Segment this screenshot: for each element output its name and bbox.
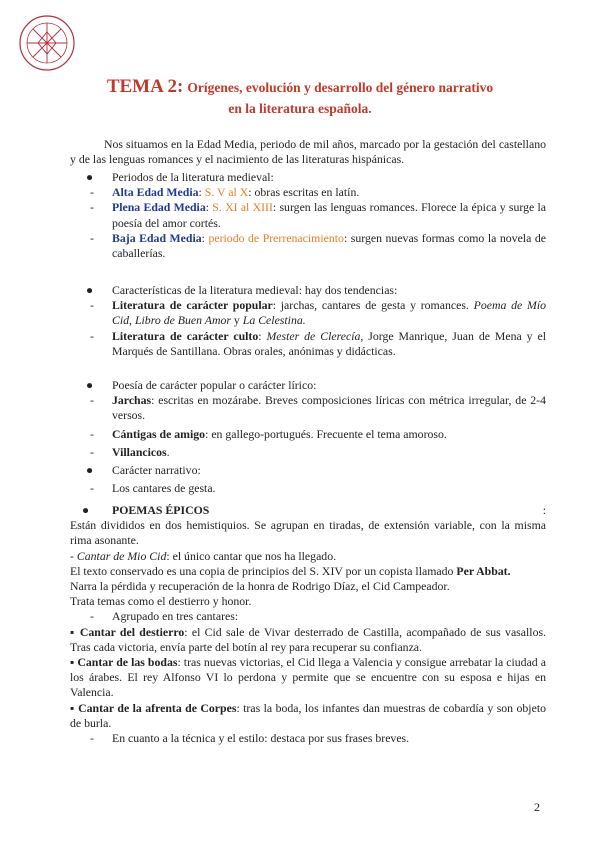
epicos-section: ● POEMAS ÉPICOS : Están divididos en dos hemistiquios. Se agrupan en tiradas, de extensión variable, con la misma rima asonante. - Cantar de Mio Cid: el único cantar que nos ha llegado. El texto conservado es una copia de principios del S. XIV por un copista llamado Per Abbat. Narra la pérdida y recuperación de la honra de Rodrigo Díaz, el Cid Campeador. Trata temas como el destierro y honor. - Agrupado en tres cantares: ▪ Cantar del destierro: el Cid sale de Vivar desterrado de Castilla, acompañado de sus vasallos. Tras cada victoria, envía parte del botín al rey para recuperar su confianza. ▪ Cantar de las bodas: tras nuevas victorias, el Cid llega a Valencia y consigue arrebatar la ciudad a los árabes. El rey Alfonso VI lo perdona y permite que se encuentre con su esposa e hijas en Valencia. ▪ Cantar de la afrenta de Corpes: tras la boda, los infantes dan muestras de cobardía y son objeto de burla. - En cuanto a la técnica y el estilo: destaca por sus frases breves.: [70, 503, 547, 746]
page-number: 2: [534, 800, 540, 814]
lirica-villancicos: - Villancicos.: [90, 444, 170, 459]
period-baja: - Baja Edad Media: periodo de Prerrenacimiento: surgen nuevas formas como la novela de caballerías.: [90, 230, 546, 261]
period-plena: - Plena Edad Media: S. XI al XIII: surgen las lenguas romances. Florece la épica y surge la poesía del amor cortés.: [90, 200, 547, 230]
title-tema: TEMA 2:: [106, 76, 184, 97]
cantar-bodas: ▪ Cantar de las bodas: tras nuevas victorias, el Cid llega a Valencia y consigue arrebatar la ciudad a los árabes. El rey Alfonso VI lo perdona y permite que se encuentre con su esposa e hijas en Valencia.: [70, 655, 547, 700]
page-title: [0, 76, 600, 119]
title-line2: en la literatura española.: [228, 101, 372, 116]
tendencia-popular: - Literatura de carácter popular: jarchas, cantares de gesta y romances. Poema de Mío Cid, Libro de Buen Amor y La Celestina.: [90, 298, 546, 328]
lirica-jarchas: - Jarchas: escritas en mozárabe. Breves composiciones líricas con métrica irregular, de 2-4 versos.: [90, 393, 546, 423]
intro-paragraph: Nos situamos en la Edad Media, periodo de mil años, marcado por la gestación del castellano y de las lenguas romances y el nacimiento de las literaturas hispánicas.: [70, 137, 546, 167]
title-rest: Orígenes, evolución y desarrollo del género narrativo: [187, 80, 494, 95]
period-alta: - Alta Edad Media: S. V al X: obras escritas en latín.: [90, 185, 360, 200]
tendencias-section: ● Características de la literatura medieval: hay dos tendencias: - Literatura de carácter popular: jarchas, cantares de gesta y romances. Poema de Mío Cid, Libro de Buen Amor y La Celestina. - Literatura de carácter culto: Mester de Clerecía, Jorge Manrique, Juan de Mena y el Marqués de Santillana. Obras orales, anónimas y didácticas.: [74, 283, 546, 359]
tendencia-culto: - Literatura de carácter culto: Mester de Clerecía, Jorge Manrique, Juan de Mena y el Marqués de Santillana. Obras orales, anónimas y didácticas.: [90, 328, 546, 358]
lirica-cantigas: - Cántigas de amigo: en gallego-portugués. Frecuente el tema amoroso.: [90, 426, 447, 441]
cantar-destierro: ▪ Cantar del destierro: el Cid sale de Vivar desterrado de Castilla, acompañado de sus vasallos. Tras cada victoria, envía parte del botín al rey para recuperar su confianza.: [70, 624, 547, 654]
lirica-section: ● Poesía de carácter popular o carácter lírico: - Jarchas: escritas en mozárabe. Breves composiciones líricas con métrica irregular, de 2-4 versos. - Cántigas de amigo: en gallego-portugués. Frecuente el tema amoroso. - Villancicos. ● Carácter narrativo: - Los cantares de gesta.: [74, 378, 546, 496]
school-logo: [16, 12, 78, 74]
cantar-afrenta: ▪ Cantar de la afrenta de Corpes: tras la boda, los infantes dan muestras de cobardía y son objeto de burla.: [70, 700, 547, 730]
periods-section: ● Periodos de la literatura medieval: - Alta Edad Media: S. V al X: obras escritas en latín. - Plena Edad Media: S. XI al XIII: surgen las lenguas romances. Florece la épica y surge la poesía del amor cortés. - Baja Edad Media: periodo de Prerrenacimiento: surgen nuevas formas como la novela de caballerías.: [74, 170, 546, 261]
